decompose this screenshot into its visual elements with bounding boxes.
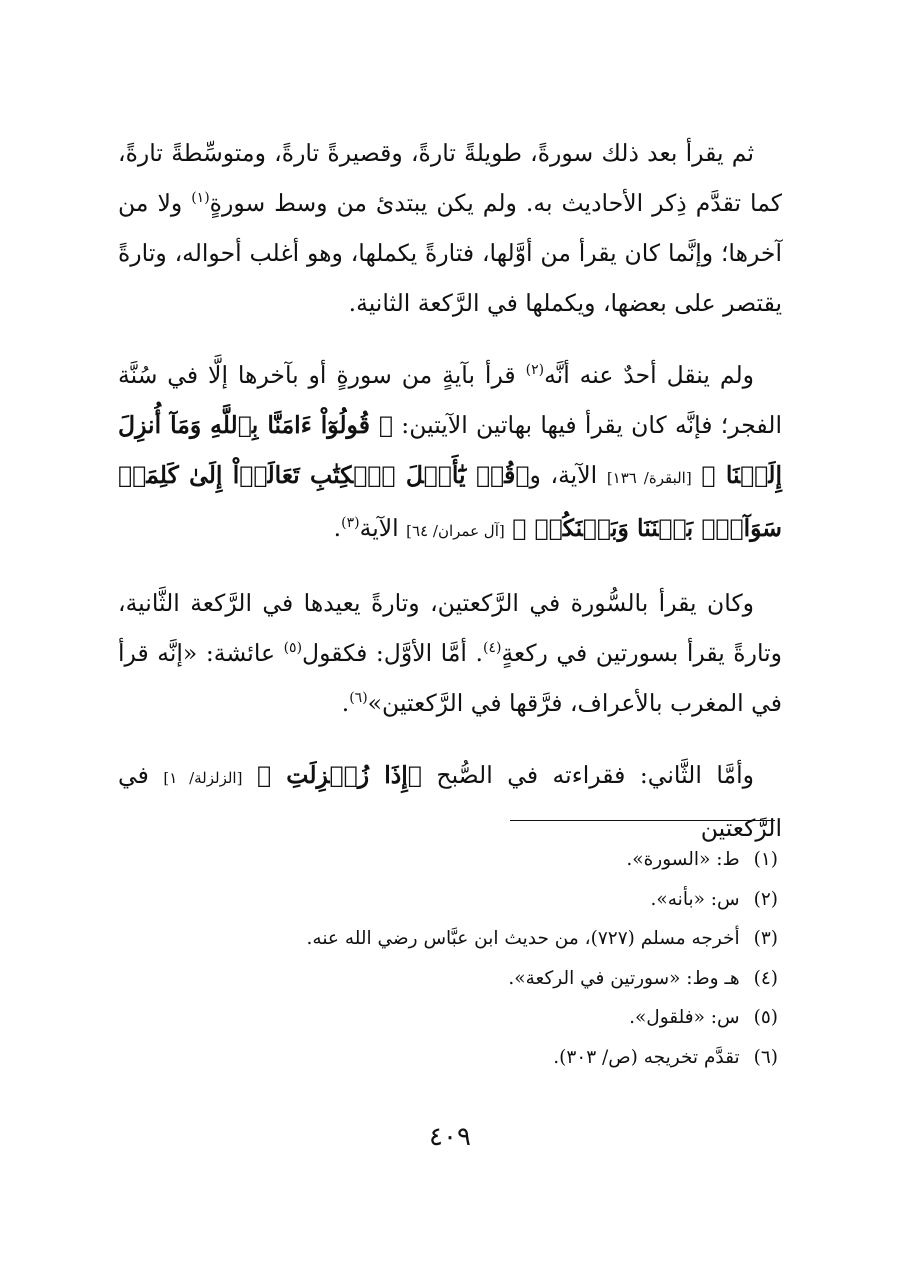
text-segment: ولا من xyxy=(118,189,183,217)
footnote-item xyxy=(118,959,778,999)
footnote-marker[interactable]: (١) xyxy=(191,190,210,207)
footnote-marker[interactable]: (٥) xyxy=(283,640,303,657)
paragraph-1 xyxy=(118,128,782,328)
text-segment: وأمَّا الثَّاني: فقراءته في الصُّبح xyxy=(436,761,754,789)
paragraph-3 xyxy=(118,578,782,728)
text-segment: كما تقدَّم ذِكر الأحاديث به. ولم يكن يبتدئ من وسط سورةٍ xyxy=(209,189,782,217)
text-segment: . xyxy=(341,689,350,717)
footnote-text: ط: «السورة». xyxy=(626,849,740,870)
footnote-number: (٣) xyxy=(753,928,778,949)
footnote-item xyxy=(118,998,778,1038)
quran-verse: ﴿ قُولُوٓاْ ءَامَنَّا بِٱللَّهِ وَمَآ أُنزِلَ إِلَيۡنَا ﴾ xyxy=(118,411,782,489)
footnote-item xyxy=(118,919,778,959)
page-number: ٤٠٩ xyxy=(429,1122,471,1152)
footnote-marker[interactable]: (٢) xyxy=(525,362,545,379)
text-segment: آخرها؛ وإنَّما كان يقرأ من أوَّلها، فتارةً يكملها، وهو أغلب أحواله، xyxy=(174,239,782,267)
text-segment: ثم يقرأ بعد ذلك سورةً، طويلةً تارةً، وقصيرةً تارةً، ومتوسِّطةً تارةً، xyxy=(118,139,754,167)
footnote-text: تقدَّم تخريجه (ص/ ٣٠٣). xyxy=(553,1046,740,1068)
verse-citation: [الزلزلة/ ١] xyxy=(163,769,243,787)
footnotes-list xyxy=(118,840,778,1077)
footnote-marker[interactable]: (٣) xyxy=(341,515,360,532)
footnote-number: (١) xyxy=(753,849,778,870)
footnote-item xyxy=(118,1038,778,1078)
quran-verse: ﴿إِذَا زُلۡزِلَتِ ﴾ xyxy=(256,761,422,789)
text-segment: الآية، و xyxy=(529,461,598,489)
text-segment: . xyxy=(333,514,342,542)
footnote-number: (٢) xyxy=(753,888,778,910)
verse-citation: [آل عمران/ ٦٤] xyxy=(406,522,505,540)
text-segment: ولم ينقل أحدٌ عنه أنَّه xyxy=(544,361,754,389)
main-text xyxy=(118,128,782,875)
text-segment: الآية xyxy=(359,514,399,542)
footnote-marker[interactable]: (٤) xyxy=(482,640,502,657)
paragraph-2 xyxy=(118,350,782,556)
text-segment: . أمَّا الأوَّل: فكقول xyxy=(302,639,483,667)
footnote-text: أخرجه مسلم (٧٢٧)، من حديث ابن عبَّاس رضي الله عنه. xyxy=(306,928,740,949)
footnote-number: (٥) xyxy=(753,1007,778,1028)
text-segment: وتارةً يقتصر على بعضها، ويكملها في الرَّكعة الثانية. xyxy=(118,239,782,317)
verse-citation: [البقرة/ ١٣٦] xyxy=(606,469,692,487)
quran-verse: ﴿قُلۡ يَٰٓأَهۡلَ ٱلۡكِتَٰبِ تَعَالَوۡاْ إِلَىٰ كَلِمَةٖ سَوَآءِۭ بَيۡنَنَا وَبَيۡنَكُمۡ ﴾ xyxy=(118,461,782,542)
footnote-number: (٤) xyxy=(753,967,778,989)
footnote-text: هـ وط: «سورتين في الركعة». xyxy=(508,967,740,989)
footnote-text: س: «بأنه». xyxy=(650,888,740,910)
footnote-number: (٦) xyxy=(753,1046,778,1068)
footnote-marker[interactable]: (٦) xyxy=(349,690,368,707)
footnote-item xyxy=(118,840,778,880)
footnote-divider xyxy=(510,820,775,821)
text-segment: في الرَّكعتين xyxy=(118,761,782,842)
text-segment: وكان يقرأ بالسُّورة في الرَّكعتين، وتارةً يعيدها في الرَّكعة الثَّانية، وتارةً يقرأ بسورتين في ركعةٍ xyxy=(118,589,782,667)
text-segment: قرأ بآيةٍ من سورةٍ أو بآخرها إلَّا في سُنَّة الفجر؛ فإنَّه كان يقرأ فيها بهاتين الآيتين: xyxy=(118,361,782,439)
footnote-text: س: «فلقول». xyxy=(629,1007,740,1028)
footnote-item xyxy=(118,880,778,920)
text-segment: عائشة: «إنَّه قرأ في المغرب بالأعراف، فرَّقها في الرَّكعتين» xyxy=(118,639,782,717)
paragraph-4 xyxy=(118,750,782,853)
